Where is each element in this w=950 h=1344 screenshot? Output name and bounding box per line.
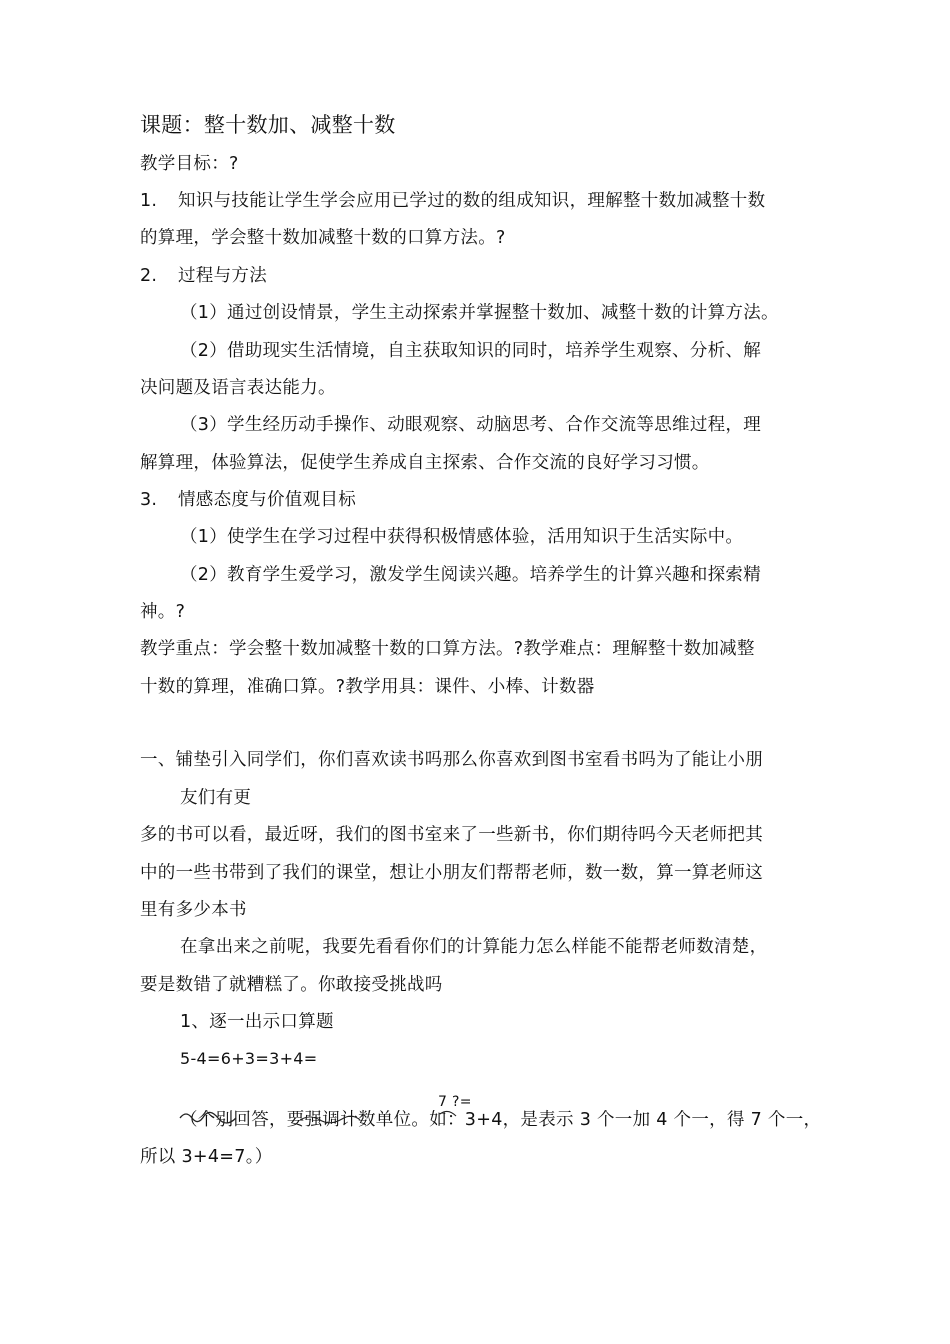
section-1-line-3: 多的书可以看，最近呀，我们的图书室来了一些新书，你们期待吗今天老师把其 bbox=[140, 825, 763, 845]
equations: 5-4=6+3=3+4= bbox=[180, 1049, 318, 1068]
objective-2-sub-3: （3）学生经历动手操作、动眼观察、动脑思考、合作交流等思维过程，理 bbox=[180, 415, 762, 435]
objective-1 bbox=[140, 189, 765, 213]
paragraph-2-line-2: 要是数错了就糟糕了。你敢接受挑战吗 bbox=[140, 975, 443, 995]
objective-2-number: 2. bbox=[140, 266, 158, 286]
objective-1-number: 1. bbox=[140, 191, 158, 211]
objective-1-text: 知识与技能让学生学会应用已学过的数的组成知识，理解整十数加减整十数 bbox=[178, 191, 766, 211]
objective-2-sub-2: （2）借助现实生活情境，自主获取知识的同时，培养学生观察、分析、解 bbox=[180, 341, 762, 361]
objective-2-sub-1: （1）通过创设情景，学生主动探索并掌握整十数加、减整十数的计算方法。 bbox=[180, 303, 779, 323]
objective-3-sub-2: （2）教育学生爱学习，激发学生阅读兴趣。培养学生的计算兴趣和探索精 bbox=[180, 565, 762, 585]
objectives-heading: 教学目标：? bbox=[140, 154, 239, 174]
section-1-line-4: 中的一些书带到了我们的课堂，想让小朋友们帮帮老师，数一数，算一算老师这 bbox=[140, 863, 763, 883]
paragraph-2-line-1: 在拿出来之前呢，我要先看看你们的计算能力怎么样能不能帮老师数清楚， bbox=[180, 937, 768, 957]
overlap-marks: 7 ?= bbox=[438, 1094, 472, 1110]
step-1-heading: 1、逐一出示口算题 bbox=[180, 1012, 334, 1032]
objective-3 bbox=[140, 488, 356, 512]
answer-line-2: 所以 3+4=7。） bbox=[140, 1147, 273, 1167]
objective-2-sub-2-continued: 决问题及语言表达能力。 bbox=[140, 378, 336, 398]
lesson-title: 课题：整十数加、减整十数 bbox=[140, 113, 396, 137]
objective-3-number: 3. bbox=[140, 490, 158, 510]
section-1-line-5: 里有多少本书 bbox=[140, 900, 247, 920]
objective-3-sub-1: （1）使学生在学习过程中获得积极情感体验，活用知识于生活实际中。 bbox=[180, 527, 744, 547]
objective-2 bbox=[140, 264, 267, 288]
answer-line-1: （个别回答，要强调计数单位。如：3+4，是表示 3 个一加 4 个一，得 7 个一， bbox=[180, 1110, 822, 1130]
section-1-line-2: 友们有更 bbox=[180, 788, 252, 808]
section-1-line-1: 一、铺垫引入同学们，你们喜欢读书吗那么你喜欢到图书室看书吗为了能让小朋 bbox=[140, 750, 763, 770]
objective-3-sub-2-continued: 神。? bbox=[140, 602, 186, 622]
objective-2-text: 过程与方法 bbox=[178, 266, 267, 286]
key-points-line-2: 十数的算理，准确口算。?教学用具：课件、小棒、计数器 bbox=[140, 677, 595, 697]
objective-3-text: 情感态度与价值观目标 bbox=[178, 490, 356, 510]
objective-1-continued: 的算理，学会整十数加减整十数的口算方法。? bbox=[140, 228, 506, 248]
objective-2-sub-3-continued: 解算理，体验算法，促使学生养成自主探索、合作交流的良好学习习惯。 bbox=[140, 453, 710, 473]
key-points-line-1: 教学重点：学会整十数加减整十数的口算方法。?教学难点：理解整十数加减整 bbox=[140, 639, 755, 659]
